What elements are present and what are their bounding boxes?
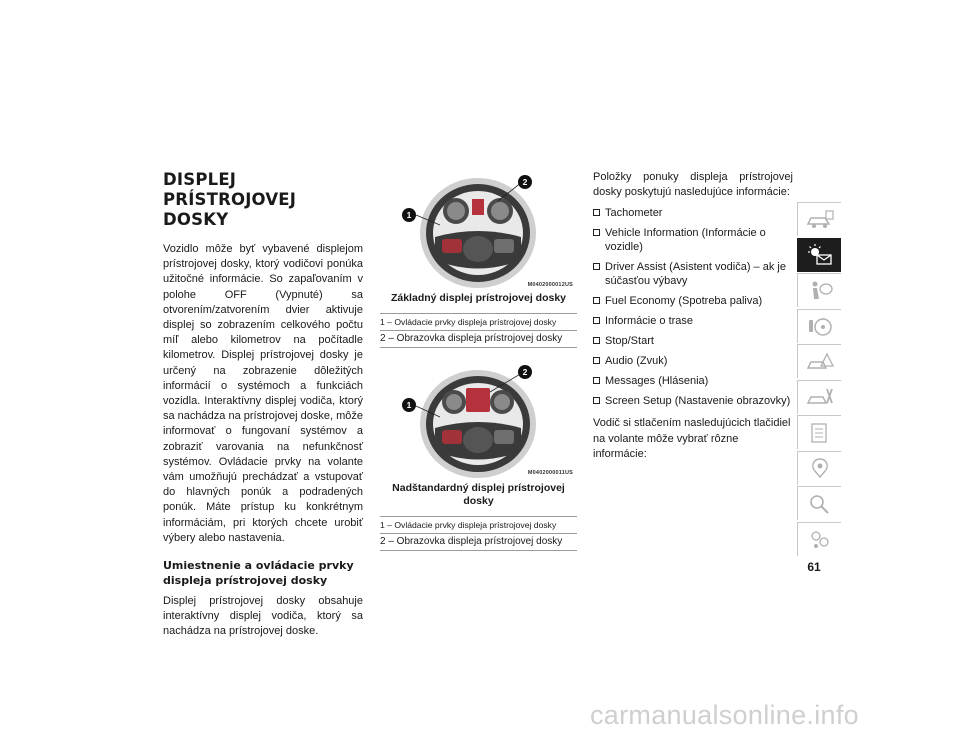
subsection-heading: Umiestnenie a ovládacie prvky displeja prístrojovej dosky bbox=[163, 559, 354, 588]
steering-wheel-illustration bbox=[380, 165, 577, 290]
tab-index[interactable] bbox=[797, 486, 841, 520]
figures-column bbox=[380, 165, 577, 551]
watermark: carmanualsonline.info bbox=[590, 700, 859, 730]
tab-languages[interactable] bbox=[797, 522, 841, 556]
callout-2: 2 bbox=[518, 365, 532, 379]
checkbox-bullet-icon bbox=[593, 337, 600, 344]
list-item: Fuel Economy (Spotreba paliva) bbox=[593, 294, 793, 308]
steering-wheel-illustration bbox=[380, 360, 577, 480]
intro-paragraph: Vozidlo môže byť vybavené displejom prístrojovej dosky, ktorý vodičovi ponúka užitočné informácie. So zapaľovaním v polohe OFF (Vypnuté) sa otvorením/zatvorením dvier aktivuje displej so zobrazením celkového počtu míľ alebo kilometrov na počítadle kilometrov. Displej prístrojovej dosky je určený na zobrazenie dôležitých informácií o systémoch a funkciách vozidla. Interaktívny displej vodiča, ktorý sa nachádza na prístrojovej doske, môže informovať o fungovaní systémov a zobraziť varovania na nefunkčnosť systémov. Ovládacie prvky na volante vám umožňujú prechádzať a vstupovať do hlavných ponúk a podradených ponúk. Máte prístup ku konkrétnym informáciám, pri ktorých chcete urobiť výbery alebo nastavenia. bbox=[163, 243, 363, 544]
list-item: Screen Setup (Nastavenie obrazovky) bbox=[593, 394, 793, 408]
menu-outro: Vodič si stlačením nasledujúcich tlačidiel na volante môže vybrať rôzne informácie: bbox=[593, 417, 791, 460]
left-column bbox=[163, 170, 363, 644]
airbag-safety-icon bbox=[805, 279, 835, 303]
tab-emergency[interactable] bbox=[797, 344, 841, 378]
tab-car-info[interactable] bbox=[797, 202, 841, 236]
tab-specifications[interactable] bbox=[797, 415, 841, 449]
section-heading: DISPLEJ PRÍSTROJOVEJ DOSKY bbox=[163, 170, 297, 229]
index-search-icon bbox=[805, 492, 835, 516]
car-info-icon bbox=[805, 208, 835, 232]
dashboard-light-icon bbox=[805, 243, 835, 267]
languages-icon bbox=[805, 527, 835, 551]
menu-items-list bbox=[593, 206, 793, 408]
list-item: Messages (Hlásenia) bbox=[593, 374, 793, 388]
page-number: 61 bbox=[807, 560, 821, 574]
legend-item: 1 – Ovládacie prvky displeja prístrojovej dosky bbox=[380, 317, 557, 327]
figure-caption: Základný displej prístrojovej dosky bbox=[390, 292, 567, 304]
specifications-icon bbox=[805, 421, 835, 445]
checkbox-bullet-icon bbox=[593, 317, 600, 324]
list-item: Informácie o trase bbox=[593, 314, 793, 328]
tab-starting-operating[interactable] bbox=[797, 309, 841, 343]
list-item: Vehicle Information (Informácie o vozidle) bbox=[593, 226, 793, 254]
roadside-emergency-icon bbox=[805, 350, 835, 374]
list-item: Driver Assist (Asistent vodiča) – ak je súčasťou výbavy bbox=[593, 260, 793, 288]
figure-code: M0402000011US bbox=[527, 470, 573, 476]
checkbox-bullet-icon bbox=[593, 357, 600, 364]
list-item: Audio (Zvuk) bbox=[593, 354, 793, 368]
legend-divider bbox=[380, 347, 577, 348]
tab-service[interactable] bbox=[797, 380, 841, 414]
callout-1: 1 bbox=[402, 208, 416, 222]
legend-item: 2 – Obrazovka displeja prístrojovej dosky bbox=[380, 333, 563, 344]
multimedia-icon bbox=[805, 456, 835, 480]
steering-start-icon bbox=[805, 314, 835, 338]
checkbox-bullet-icon bbox=[593, 229, 600, 236]
legend-item: 1 – Ovládacie prvky displeja prístrojovej dosky bbox=[380, 520, 557, 530]
menu-intro: Položky ponuky displeja prístrojovej dosky poskytujú nasledujúce informácie: bbox=[593, 171, 793, 199]
checkbox-bullet-icon bbox=[593, 397, 600, 404]
subsection-paragraph: Displej prístrojovej dosky obsahuje interaktívny displej vodiča, ktorý sa nachádza na prístrojovej doske. bbox=[163, 595, 363, 638]
callout-2: 2 bbox=[518, 175, 532, 189]
figure-premium-display bbox=[380, 360, 577, 480]
tab-multimedia[interactable] bbox=[797, 451, 841, 485]
right-column bbox=[593, 170, 793, 466]
figure-code: M0402000012US bbox=[527, 282, 573, 288]
legend-item: 2 – Obrazovka displeja prístrojovej dosky bbox=[380, 536, 563, 547]
checkbox-bullet-icon bbox=[593, 377, 600, 384]
checkbox-bullet-icon bbox=[593, 297, 600, 304]
tab-safety[interactable] bbox=[797, 273, 841, 307]
callout-1: 1 bbox=[402, 398, 416, 412]
list-item: Stop/Start bbox=[593, 334, 793, 348]
checkbox-bullet-icon bbox=[593, 263, 600, 270]
chapter-tab-strip bbox=[797, 202, 841, 557]
checkbox-bullet-icon bbox=[593, 209, 600, 216]
legend-divider bbox=[380, 550, 577, 551]
figure-basic-display bbox=[380, 165, 577, 290]
list-item: Tachometer bbox=[593, 206, 793, 220]
service-maintenance-icon bbox=[805, 385, 835, 409]
tab-dashboard[interactable] bbox=[797, 238, 841, 272]
figure-caption: Nadštandardný displej prístrojovej dosky bbox=[392, 482, 565, 507]
